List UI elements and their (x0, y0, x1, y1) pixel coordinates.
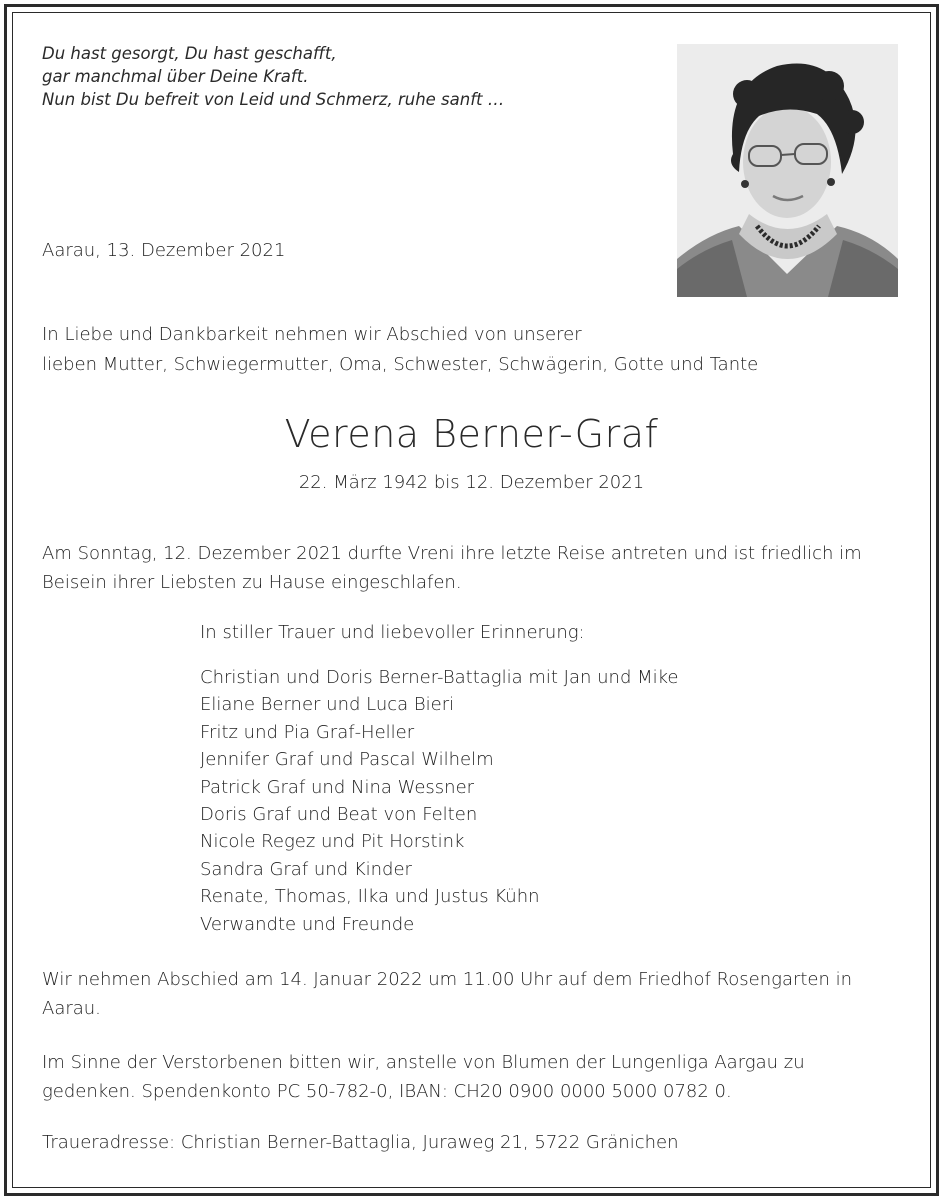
passing-line: Beisein ihrer Liebsten zu Hause eingeschlafen. (42, 572, 462, 593)
mourner-item: Renate, Thomas, Ilka und Justus Kühn (200, 886, 540, 908)
portrait-image (677, 44, 898, 297)
poem-line: gar manchmal über Deine Kraft. (42, 67, 309, 86)
mourners-list (200, 664, 679, 938)
donation-line: Im Sinne der Verstorbenen bitten wir, anstelle von Blumen der Lungenliga Aargau zu (42, 1052, 805, 1073)
mourner-item: Patrick Graf und Nina Wessner (200, 776, 475, 798)
intro-text (42, 320, 758, 380)
mourner-item: Nicole Regez und Pit Horstink (200, 831, 465, 853)
poem-line: Du hast gesorgt, Du hast geschafft, (42, 44, 337, 63)
farewell-text (42, 965, 852, 1023)
intro-line: lieben Mutter, Schwiegermutter, Oma, Schwester, Schwägerin, Gotte und Tante (42, 354, 759, 375)
passing-line: Am Sonntag, 12. Dezember 2021 durfte Vreni ihre letzte Reise antreten und ist friedlich im (42, 543, 862, 564)
mourning-heading: In stiller Trauer und liebevoller Erinnerung: (200, 622, 585, 643)
life-dates: 22. März 1942 bis 12. Dezember 2021 (298, 472, 645, 493)
farewell-line: Wir nehmen Abschied am 14. Januar 2022 um 11.00 Uhr auf dem Friedhof Rosengarten in (42, 969, 853, 990)
mourner-item: Verwandte und Freunde (200, 913, 415, 935)
deceased-name: Verena Berner-Graf (284, 412, 659, 456)
poem-line: Nun bist Du befreit von Leid und Schmerz, ruhe sanft … (42, 90, 505, 109)
farewell-line: Aarau. (42, 998, 101, 1019)
mourner-item: Doris Graf und Beat von Felten (200, 804, 478, 826)
mourner-item: Sandra Graf und Kinder (200, 858, 412, 880)
portrait-photo (677, 44, 898, 297)
passing-text (42, 539, 862, 597)
memorial-poem (42, 42, 504, 111)
mourner-item: Christian und Doris Berner-Battaglia mit Jan und Mike (200, 667, 679, 688)
mourner-item: Eliane Berner und Luca Bieri (200, 694, 455, 716)
intro-line: In Liebe und Dankbarkeit nehmen wir Abschied von unserer (42, 324, 582, 345)
place-date: Aarau, 13. Dezember 2021 (42, 240, 286, 261)
mourner-item: Fritz und Pia Graf-Heller (200, 721, 415, 743)
mourning-address: Traueradresse: Christian Berner-Battaglia, Juraweg 21, 5722 Gränichen (42, 1132, 679, 1153)
donation-text (42, 1048, 805, 1106)
donation-line: gedenken. Spendenkonto PC 50-782-0, IBAN: CH20 0900 0000 5000 0782 0. (42, 1081, 732, 1102)
mourner-item: Jennifer Graf und Pascal Wilhelm (200, 749, 494, 771)
